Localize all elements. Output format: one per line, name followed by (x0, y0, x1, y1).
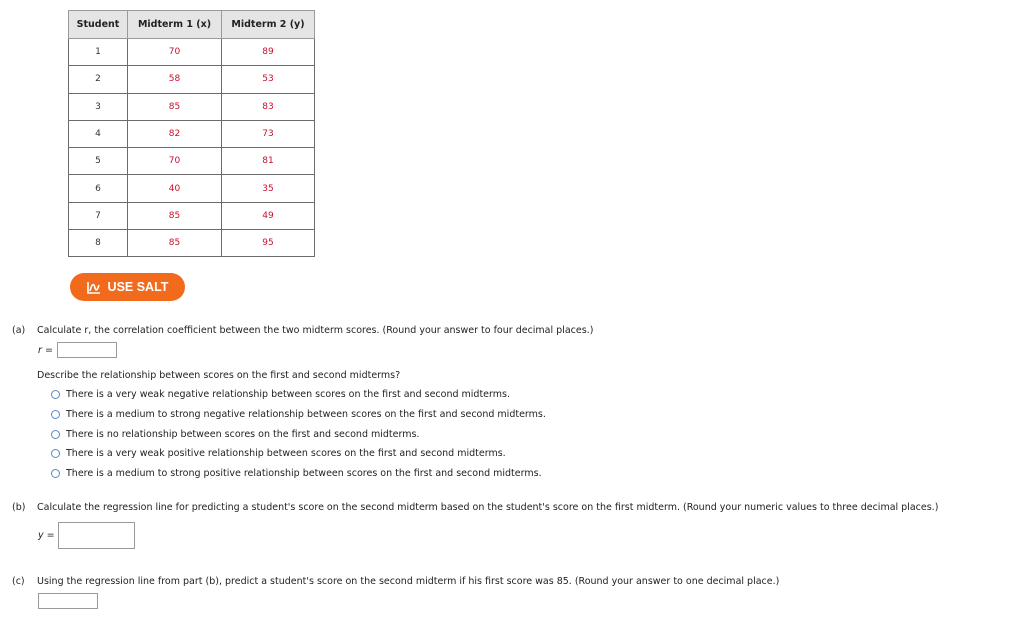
header-student: Student (69, 11, 128, 39)
table-row (69, 39, 315, 66)
option-no-relationship[interactable] (51, 429, 419, 440)
cell-midterm2: 73 (222, 120, 315, 147)
part-b-label: (b) (12, 502, 26, 513)
cell-midterm2: 49 (222, 202, 315, 229)
table-row (69, 175, 315, 202)
cell-midterm1: 70 (128, 148, 222, 175)
cell-midterm1: 70 (128, 39, 222, 66)
y-hat-label (38, 530, 55, 541)
salt-chart-icon (87, 281, 101, 294)
option-label: There is no relationship between scores on the first and second midterms. (66, 429, 420, 440)
header-midterm1: Midterm 1 (x) (128, 11, 222, 39)
cell-midterm1: 58 (128, 66, 222, 93)
option-very-weak-positive[interactable] (51, 448, 506, 459)
use-salt-label: USE SALT (107, 280, 169, 294)
option-label: There is a very weak negative relationship between scores on the first and second midterms. (66, 389, 510, 400)
cell-student: 6 (69, 175, 128, 202)
option-medium-strong-negative[interactable] (51, 409, 546, 420)
table-header-row (69, 11, 315, 39)
y-hat-equals: = (46, 530, 55, 541)
part-a-label: (a) (12, 325, 26, 336)
cell-student: 8 (69, 230, 128, 257)
cell-midterm1: 85 (128, 230, 222, 257)
radio-button[interactable] (51, 410, 60, 419)
option-label: There is a medium to strong positive relationship between scores on the first and second midterms. (66, 468, 542, 479)
use-salt-button[interactable] (70, 273, 185, 301)
cell-student: 1 (69, 39, 128, 66)
cell-midterm1: 40 (128, 175, 222, 202)
cell-student: 3 (69, 93, 128, 120)
y-hat-var: y (38, 530, 44, 541)
header-midterm2: Midterm 2 (y) (222, 11, 315, 39)
table-row (69, 148, 315, 175)
option-very-weak-negative[interactable] (51, 389, 510, 400)
part-a-question: Calculate r, the correlation coefficient between the two midterm scores. (Round your answer to four decimal places.) (37, 325, 594, 336)
r-label (38, 345, 53, 356)
table-row (69, 120, 315, 147)
cell-midterm1: 85 (128, 202, 222, 229)
table-row (69, 66, 315, 93)
option-label: There is a medium to strong negative relationship between scores on the first and second midterms. (66, 409, 546, 420)
option-medium-strong-positive[interactable] (51, 468, 542, 479)
cell-midterm2: 81 (222, 148, 315, 175)
cell-midterm2: 53 (222, 66, 315, 93)
regression-answer-input[interactable] (58, 522, 135, 549)
prediction-answer-input[interactable] (38, 593, 98, 609)
table-row (69, 93, 315, 120)
radio-button[interactable] (51, 390, 60, 399)
radio-button[interactable] (51, 430, 60, 439)
cell-midterm1: 85 (128, 93, 222, 120)
option-label: There is a very weak positive relationship between scores on the first and second midterms. (66, 448, 506, 459)
scores-table (68, 10, 315, 257)
cell-student: 2 (69, 66, 128, 93)
table-row (69, 202, 315, 229)
r-var: r (38, 345, 42, 356)
part-c-label: (c) (12, 576, 25, 587)
cell-midterm2: 83 (222, 93, 315, 120)
cell-midterm2: 35 (222, 175, 315, 202)
cell-student: 7 (69, 202, 128, 229)
cell-student: 4 (69, 120, 128, 147)
cell-midterm2: 89 (222, 39, 315, 66)
describe-prompt: Describe the relationship between scores on the first and second midterms? (37, 370, 401, 381)
cell-student: 5 (69, 148, 128, 175)
r-equals: = (44, 345, 53, 356)
cell-midterm1: 82 (128, 120, 222, 147)
table-row (69, 230, 315, 257)
radio-button[interactable] (51, 469, 60, 478)
part-b-question: Calculate the regression line for predicting a student's score on the second midterm based on the student's score on the first midterm. (Round your numeric values to three decimal places.) (37, 502, 939, 513)
cell-midterm2: 95 (222, 230, 315, 257)
r-answer-input[interactable] (57, 342, 117, 358)
part-c-question: Using the regression line from part (b), predict a student's score on the second midterm if his first score was 85. (Round your answer to one decimal place.) (37, 576, 780, 587)
radio-button[interactable] (51, 449, 60, 458)
